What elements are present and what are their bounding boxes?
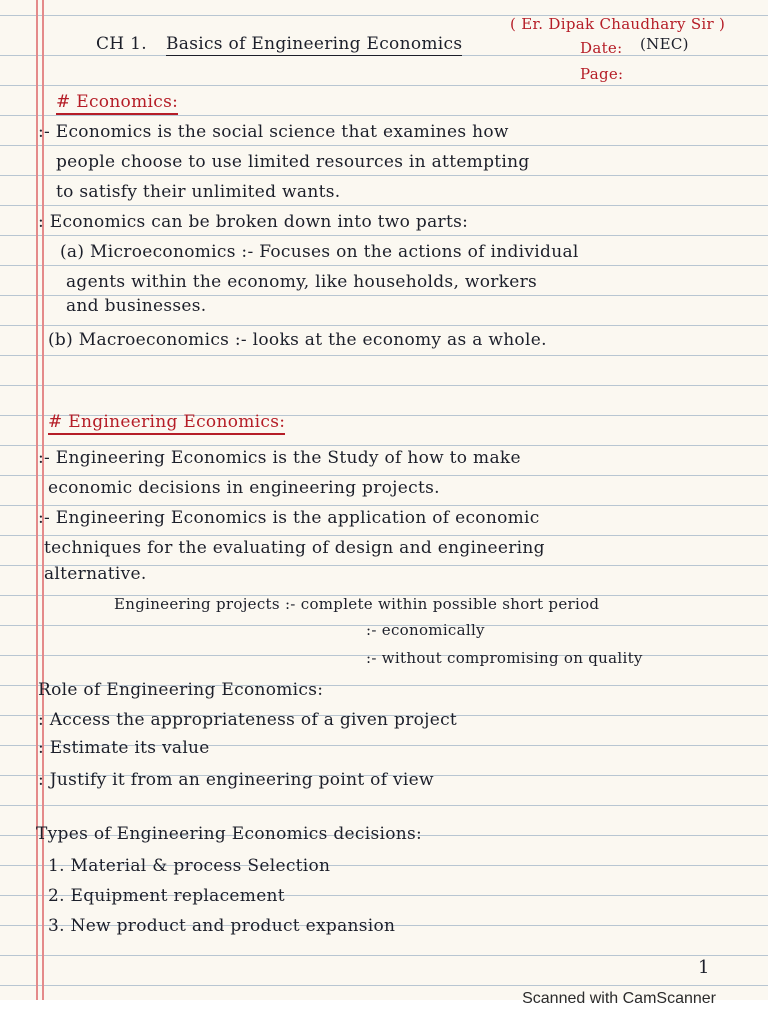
margin-line <box>36 0 38 1000</box>
engineering-economics-line: alternative. <box>44 564 147 584</box>
role-item: : Justify it from an engineering point of view <box>38 770 434 790</box>
engineering-economics-line: techniques for the evaluating of design and engineering <box>44 538 545 558</box>
date-label: Date: <box>580 39 623 57</box>
economics-line: to satisfy their unlimited wants. <box>56 182 341 202</box>
types-heading: Types of Engineering Economics decisions: <box>36 824 423 844</box>
engineering-economics-heading: # Engineering Economics: <box>48 412 285 435</box>
projects-line: Engineering projects :- complete within possible short period <box>114 595 600 613</box>
date-value: (NEC) <box>640 35 689 53</box>
engineering-economics-line: :- Engineering Economics is the application of economic <box>38 508 540 528</box>
projects-line: :- economically <box>366 621 485 639</box>
engineering-economics-line: :- Engineering Economics is the Study of how to make <box>38 448 521 468</box>
economics-line: (b) Macroeconomics :- looks at the economy as a whole. <box>48 330 547 350</box>
page-label: Page: <box>580 65 624 83</box>
chapter-number: CH 1. <box>96 34 147 54</box>
scanner-watermark: Scanned with CamScanner <box>522 990 716 1007</box>
author-note: ( Er. Dipak Chaudhary Sir ) <box>510 15 726 33</box>
role-item: : Estimate its value <box>38 738 210 758</box>
margin-line-inner <box>42 0 44 1000</box>
engineering-economics-line: economic decisions in engineering projects. <box>48 478 440 498</box>
economics-line: and businesses. <box>66 296 207 316</box>
page-title: Basics of Engineering Economics <box>166 34 463 54</box>
page-number: 1 <box>698 957 710 978</box>
economics-line: :- Economics is the social science that examines how <box>38 122 509 142</box>
types-item: 2. Equipment replacement <box>48 886 285 906</box>
economics-line: people choose to use limited resources in attempting <box>56 152 530 172</box>
economics-line: : Economics can be broken down into two parts: <box>38 212 469 232</box>
role-heading: Role of Engineering Economics: <box>38 680 324 700</box>
types-item: 3. New product and product expansion <box>48 916 396 936</box>
economics-line: (a) Microeconomics :- Focuses on the actions of individual <box>60 242 579 262</box>
economics-heading: # Economics: <box>56 92 178 115</box>
economics-line: agents within the economy, like households, workers <box>66 272 538 292</box>
types-item: 1. Material & process Selection <box>48 856 331 876</box>
projects-line: :- without compromising on quality <box>366 649 643 667</box>
role-item: : Access the appropriateness of a given project <box>38 710 458 730</box>
